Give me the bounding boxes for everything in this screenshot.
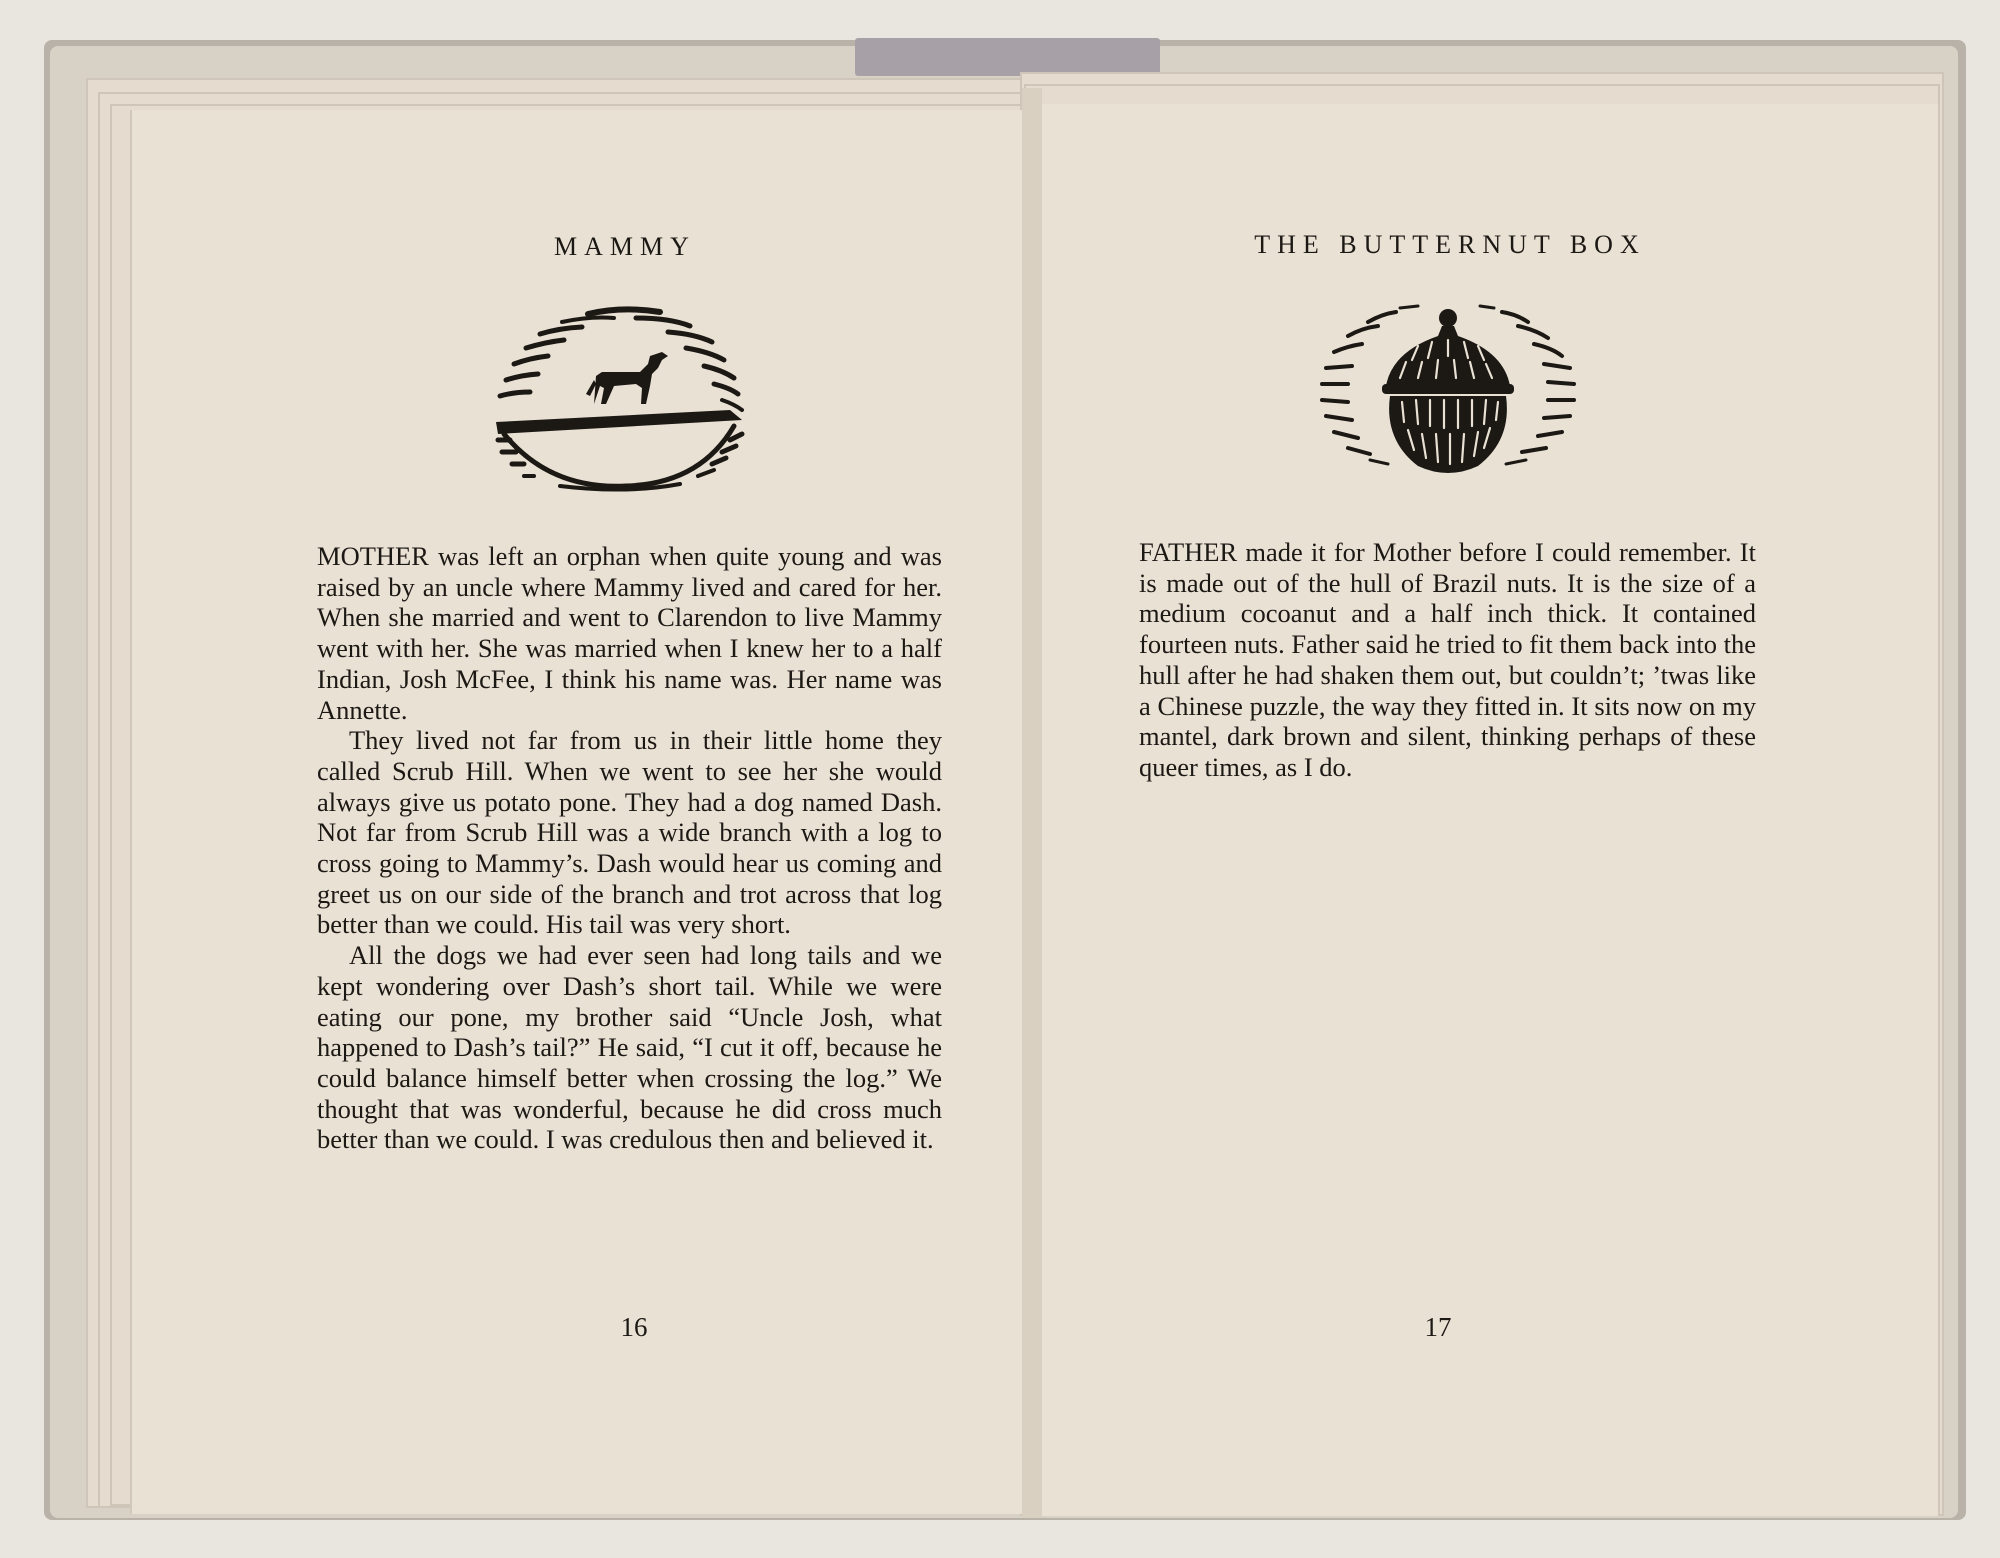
book-gutter <box>1022 88 1042 1518</box>
butternut-box-icon <box>1308 300 1588 480</box>
right-page-body <box>1139 537 1756 783</box>
paragraph: All the dogs we had ever seen had long tails and we kept wondering over Dash’s short tail. While we were eating our pone, my brother said “Uncle Josh, what happened to Dash’s tail?” He said, “I cut it off, because he could balance himself better when crossing the log.” We thought that was wonderful, because he did cross much better than we could. I was credulous then and believed it. <box>317 940 942 1155</box>
paragraph: FATHER made it for Mother before I could remember. It is made out of the hull of Brazil nuts. It is the size of a medium cocoanut and a half inch thick. It contained fourteen nuts. Father said he tried to fit them back into the hull after he had shaken them out, but couldn’t; ’twas like a Chinese puzzle, the way they fitted in. It sits now on my mantel, dark brown and silent, thinking perhaps of these queer times, as I do. <box>1139 537 1756 782</box>
page-number-right: 17 <box>1424 1312 1452 1342</box>
spine-cloth <box>855 38 1160 76</box>
paragraph: MOTHER was left an orphan when quite young and was raised by an uncle where Mammy lived and cared for her. When she married and went to Clarendon to live Mammy went with her. She was married when I knew her to a half Indian, Josh McFee, I think his name was. Her name was Annette. <box>317 541 942 725</box>
page-number-left: 16 <box>620 1312 648 1342</box>
left-page-body <box>317 541 942 1155</box>
paragraph: They lived not far from us in their little home they called Scrub Hill. When we went to see her she would always give us potato pone. They had a dog named Dash. Not far from Scrub Hill was a wide branch with a log to cross going to Mammy’s. Dash would hear us coming and greet us on our side of the branch and trot across that log better than we could. His tail was very short. <box>317 725 942 940</box>
running-title-left: MAMMY <box>554 232 696 261</box>
dog-on-log-icon <box>490 300 756 496</box>
running-title-right: THE BUTTERNUT BOX <box>1254 230 1646 259</box>
